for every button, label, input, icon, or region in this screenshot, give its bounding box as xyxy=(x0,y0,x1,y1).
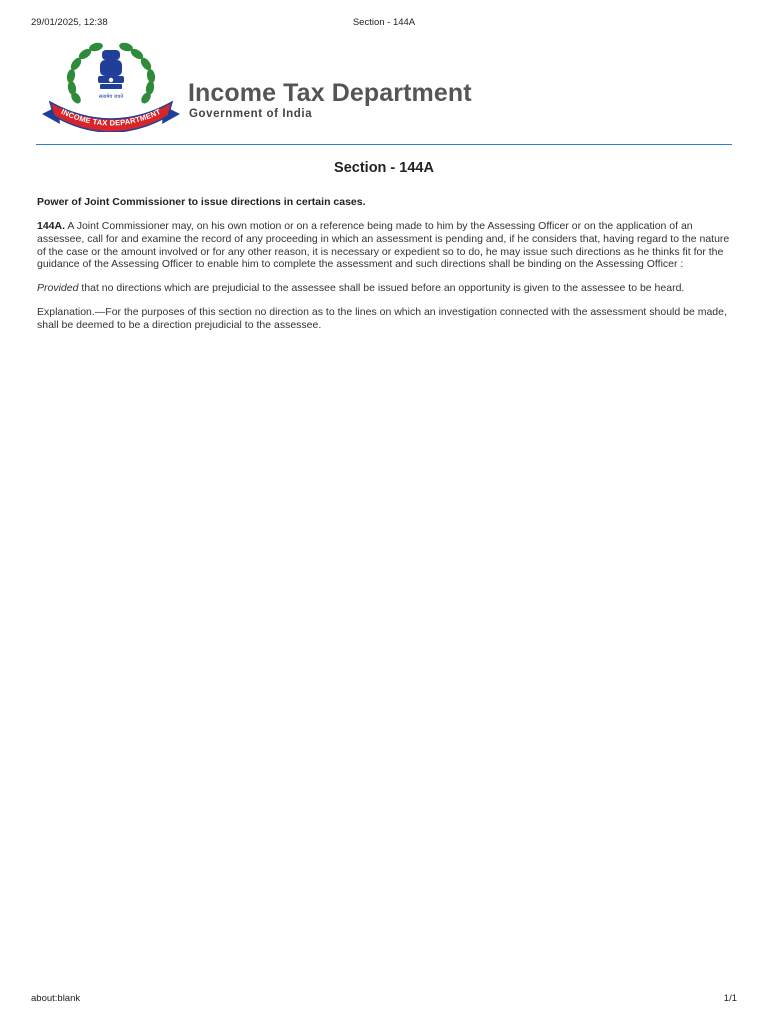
print-header xyxy=(31,17,737,29)
section-subheading: Power of Joint Commissioner to issue directions in certain cases. xyxy=(37,196,366,208)
emblem-motto: सत्यमेव जयते xyxy=(98,94,124,100)
ribbon-text: INCOME TAX DEPARTMENT xyxy=(59,107,163,128)
print-url: about:blank xyxy=(31,993,81,1004)
section-body xyxy=(37,220,731,271)
print-footer xyxy=(31,993,737,1005)
section-heading: Section - 144A xyxy=(334,160,434,176)
section-body-text: A Joint Commissioner may, on his own motion or on a reference being made to him by the Assessing Officer or on the application of an assessee, call for and examine the record of any proceeding in which an assessment is pending and, if he considers that, having regard to the nature of the case or the amount involved or for any other reason, it is necessary or expedient so to do, he may issue such directions as he thinks fit for the guidance of the Assessing Officer to enable him to complete the assessment and such directions shall be binding on the Assessing Officer : xyxy=(37,220,730,271)
explanation: Explanation.—For the purposes of this section no direction as to the lines on which an investigation connected with the assessment should be made, shall be deemed to be a direction prejudicial to the assessee. xyxy=(37,305,727,331)
header-divider xyxy=(36,144,732,145)
emblem-icon xyxy=(38,36,184,132)
proviso xyxy=(37,282,731,295)
proviso-label: Provided xyxy=(37,282,79,295)
print-datetime: 29/01/2025, 12:38 xyxy=(31,17,108,28)
section-content xyxy=(37,160,731,343)
brand-title: Income Tax Department xyxy=(188,79,472,107)
print-page-title: Section - 144A xyxy=(352,17,416,28)
brand-subtitle: Government of India xyxy=(189,108,313,120)
proviso-text: that no directions which are prejudicial to the assessee shall be issued before an opportunity is given to the assessee to be heard. xyxy=(78,282,685,295)
income-tax-logo xyxy=(38,36,184,132)
print-page-count: 1/1 xyxy=(723,993,737,1004)
section-number: 144A. xyxy=(37,220,66,232)
